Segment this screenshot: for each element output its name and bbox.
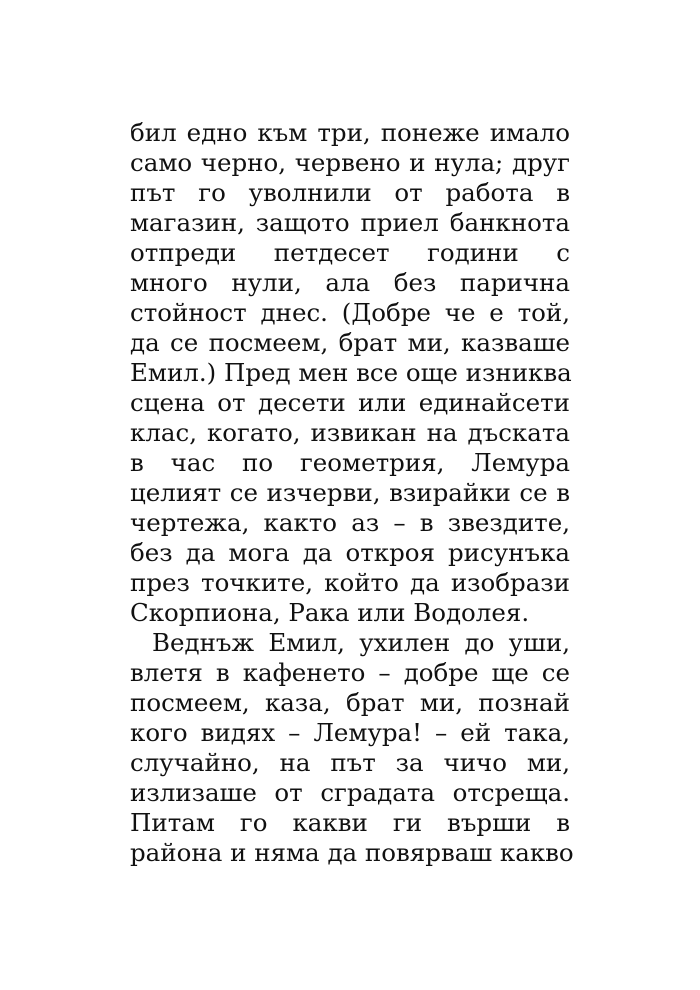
text-line: посмеем, каза, брат ми, познай — [130, 688, 570, 717]
text-line: целият се изчерви, взирайки се в — [130, 478, 570, 507]
text-line: излизаше от сградата отсреща. — [130, 778, 570, 807]
text-line: много нули, ала без парична — [130, 268, 570, 297]
text-line: влетя в кафенето – добре ще се — [130, 658, 570, 687]
text-line: Скорпиона, Рака или Водолея. — [130, 598, 530, 627]
paragraph-1 — [130, 118, 570, 628]
text-line: Веднъж Емил, ухилен до уши, — [152, 628, 570, 657]
text-line: отпреди петдесет години с — [130, 238, 570, 267]
text-line: стойност днес. (Добре че е той, — [130, 298, 570, 327]
text-line: бил едно към три, понеже имало — [130, 118, 570, 147]
paragraph-2 — [130, 628, 574, 868]
text-line: чертежа, както аз – в звездите, — [130, 508, 570, 537]
text-line: през точките, който да изобрази — [130, 568, 570, 597]
text-line: Питам го какви ги върши в — [130, 808, 570, 837]
text-line: случайно, на път за чичо ми, — [130, 748, 570, 777]
text-line: Емил.) Пред мен все още изниква — [130, 358, 572, 387]
text-line: само черно, червено и нула; друг — [130, 148, 570, 177]
text-line: сцена от десети или единайсети — [130, 388, 570, 417]
text-line: кого видях – Лемура! – ей така, — [130, 718, 570, 747]
text-line: път го уволнили от работа в — [130, 178, 570, 207]
text-line: клас, когато, извикан на дъската — [130, 418, 570, 447]
text-line: да се посмеем, брат ми, казваше — [130, 328, 570, 357]
text-line: без да мога да открoя рисунъка — [130, 538, 570, 567]
text-line: магазин, защото приел банкнота — [130, 208, 570, 237]
body-text — [130, 118, 574, 868]
text-line: района и няма да повярваш какво — [130, 838, 574, 867]
text-line: в час по геометрия, Лемура — [130, 448, 570, 477]
